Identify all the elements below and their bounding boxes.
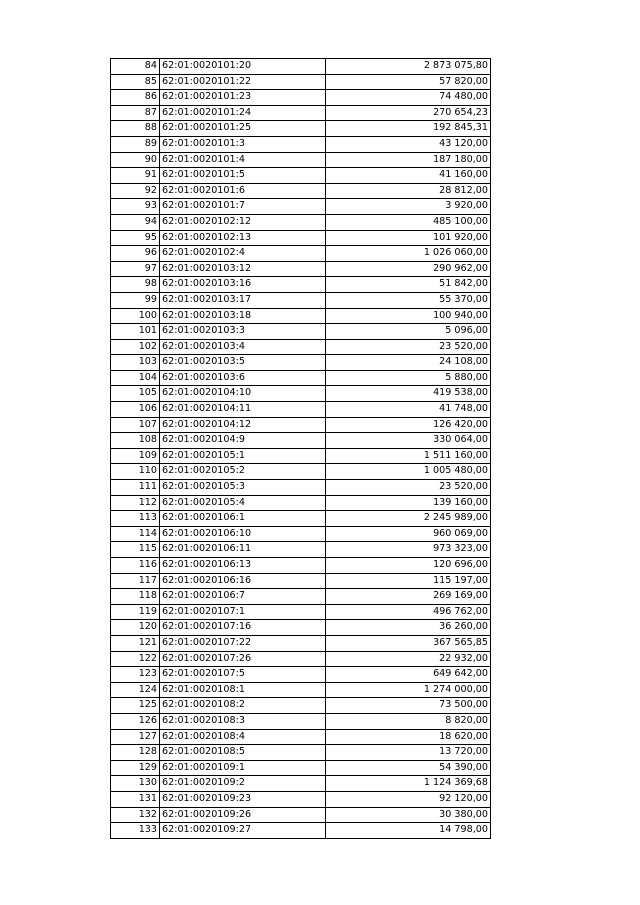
- cadastral-number-cell: 62:01:0020101:7: [160, 199, 326, 215]
- table-row: [111, 713, 491, 729]
- table-row: [111, 651, 491, 667]
- cadastral-value-cell: 126 420,00: [326, 417, 491, 433]
- cadastral-value-cell: 139 160,00: [326, 495, 491, 511]
- cadastral-number-cell: 62:01:0020107:1: [160, 604, 326, 620]
- table-row: [111, 292, 491, 308]
- table-row: [111, 448, 491, 464]
- table-row: [111, 386, 491, 402]
- table-row: [111, 90, 491, 106]
- table-row: [111, 246, 491, 262]
- cadastral-value-cell: 14 798,00: [326, 823, 491, 839]
- cadastral-number-cell: 62:01:0020102:13: [160, 230, 326, 246]
- row-number-cell: 123: [111, 667, 160, 683]
- cadastral-number-cell: 62:01:0020106:13: [160, 558, 326, 574]
- cadastral-value-cell: 73 500,00: [326, 698, 491, 714]
- cadastral-value-cell: 5 096,00: [326, 324, 491, 340]
- cadastral-number-cell: 62:01:0020108:5: [160, 745, 326, 761]
- table-row: [111, 635, 491, 651]
- table-row: [111, 558, 491, 574]
- cadastral-value-cell: 22 932,00: [326, 651, 491, 667]
- cadastral-number-cell: 62:01:0020106:7: [160, 589, 326, 605]
- row-number-cell: 107: [111, 417, 160, 433]
- cadastral-number-cell: 62:01:0020106:10: [160, 526, 326, 542]
- cadastral-number-cell: 62:01:0020107:26: [160, 651, 326, 667]
- cadastral-value-cell: 36 260,00: [326, 620, 491, 636]
- row-number-cell: 96: [111, 246, 160, 262]
- row-number-cell: 102: [111, 339, 160, 355]
- cadastral-number-cell: 62:01:0020107:16: [160, 620, 326, 636]
- cadastral-number-cell: 62:01:0020104:12: [160, 417, 326, 433]
- row-number-cell: 113: [111, 511, 160, 527]
- table-row: [111, 823, 491, 839]
- table-row: [111, 168, 491, 184]
- cadastral-value-cell: 1 005 480,00: [326, 464, 491, 480]
- row-number-cell: 98: [111, 277, 160, 293]
- cadastral-number-cell: 62:01:0020108:3: [160, 713, 326, 729]
- row-number-cell: 94: [111, 214, 160, 230]
- cadastral-value-cell: 290 962,00: [326, 261, 491, 277]
- row-number-cell: 93: [111, 199, 160, 215]
- cadastral-number-cell: 62:01:0020105:3: [160, 480, 326, 496]
- cadastral-number-cell: 62:01:0020109:23: [160, 791, 326, 807]
- table-row: [111, 495, 491, 511]
- row-number-cell: 119: [111, 604, 160, 620]
- cadastral-number-cell: 62:01:0020101:25: [160, 121, 326, 137]
- row-number-cell: 130: [111, 776, 160, 792]
- cadastral-value-cell: 41 160,00: [326, 168, 491, 184]
- table-row: [111, 417, 491, 433]
- row-number-cell: 105: [111, 386, 160, 402]
- cadastral-number-cell: 62:01:0020102:12: [160, 214, 326, 230]
- row-number-cell: 103: [111, 355, 160, 371]
- cadastral-value-cell: 367 565,85: [326, 635, 491, 651]
- cadastral-value-cell: 649 642,00: [326, 667, 491, 683]
- cadastral-value-cell: 960 069,00: [326, 526, 491, 542]
- row-number-cell: 84: [111, 59, 160, 75]
- table-row: [111, 339, 491, 355]
- table-row: [111, 121, 491, 137]
- cadastral-number-cell: 62:01:0020101:22: [160, 74, 326, 90]
- cadastral-number-cell: 62:01:0020101:23: [160, 90, 326, 106]
- table-row: [111, 729, 491, 745]
- row-number-cell: 133: [111, 823, 160, 839]
- cadastral-value-cell: 419 538,00: [326, 386, 491, 402]
- row-number-cell: 128: [111, 745, 160, 761]
- row-number-cell: 95: [111, 230, 160, 246]
- cadastral-value-cell: 2 873 075,80: [326, 59, 491, 75]
- cadastral-number-cell: 62:01:0020109:27: [160, 823, 326, 839]
- cadastral-number-cell: 62:01:0020106:1: [160, 511, 326, 527]
- cadastral-value-cell: 270 654,23: [326, 105, 491, 121]
- row-number-cell: 88: [111, 121, 160, 137]
- cadastral-value-cell: 24 108,00: [326, 355, 491, 371]
- table-row: [111, 526, 491, 542]
- table-body: [111, 59, 491, 839]
- row-number-cell: 114: [111, 526, 160, 542]
- cadastral-value-cell: 1 274 000,00: [326, 682, 491, 698]
- row-number-cell: 125: [111, 698, 160, 714]
- table-row: [111, 74, 491, 90]
- cadastral-value-table: [110, 58, 491, 839]
- table-row: [111, 433, 491, 449]
- row-number-cell: 115: [111, 542, 160, 558]
- cadastral-number-cell: 62:01:0020109:1: [160, 760, 326, 776]
- cadastral-number-cell: 62:01:0020101:3: [160, 136, 326, 152]
- row-number-cell: 132: [111, 807, 160, 823]
- cadastral-value-cell: 3 920,00: [326, 199, 491, 215]
- row-number-cell: 120: [111, 620, 160, 636]
- table-row: [111, 791, 491, 807]
- cadastral-number-cell: 62:01:0020108:4: [160, 729, 326, 745]
- cadastral-value-cell: 28 812,00: [326, 183, 491, 199]
- table-row: [111, 511, 491, 527]
- row-number-cell: 92: [111, 183, 160, 199]
- cadastral-value-cell: 973 323,00: [326, 542, 491, 558]
- table-row: [111, 230, 491, 246]
- table-row: [111, 604, 491, 620]
- cadastral-value-cell: 330 064,00: [326, 433, 491, 449]
- table-row: [111, 589, 491, 605]
- cadastral-value-cell: 1 124 369,68: [326, 776, 491, 792]
- cadastral-number-cell: 62:01:0020103:16: [160, 277, 326, 293]
- row-number-cell: 87: [111, 105, 160, 121]
- cadastral-value-cell: 485 100,00: [326, 214, 491, 230]
- row-number-cell: 99: [111, 292, 160, 308]
- cadastral-number-cell: 62:01:0020103:5: [160, 355, 326, 371]
- cadastral-value-cell: 41 748,00: [326, 402, 491, 418]
- row-number-cell: 112: [111, 495, 160, 511]
- table-row: [111, 620, 491, 636]
- table-row: [111, 59, 491, 75]
- row-number-cell: 85: [111, 74, 160, 90]
- table-row: [111, 573, 491, 589]
- row-number-cell: 122: [111, 651, 160, 667]
- cadastral-number-cell: 62:01:0020101:20: [160, 59, 326, 75]
- table-row: [111, 542, 491, 558]
- row-number-cell: 101: [111, 324, 160, 340]
- cadastral-number-cell: 62:01:0020103:3: [160, 324, 326, 340]
- cadastral-number-cell: 62:01:0020106:16: [160, 573, 326, 589]
- cadastral-value-cell: 496 762,00: [326, 604, 491, 620]
- cadastral-value-cell: 23 520,00: [326, 480, 491, 496]
- row-number-cell: 124: [111, 682, 160, 698]
- cadastral-number-cell: 62:01:0020103:12: [160, 261, 326, 277]
- table-row: [111, 667, 491, 683]
- cadastral-value-cell: 101 920,00: [326, 230, 491, 246]
- table-row: [111, 214, 491, 230]
- cadastral-number-cell: 62:01:0020101:5: [160, 168, 326, 184]
- row-number-cell: 129: [111, 760, 160, 776]
- cadastral-value-cell: 43 120,00: [326, 136, 491, 152]
- row-number-cell: 104: [111, 370, 160, 386]
- row-number-cell: 109: [111, 448, 160, 464]
- cadastral-value-cell: 55 370,00: [326, 292, 491, 308]
- cadastral-number-cell: 62:01:0020108:1: [160, 682, 326, 698]
- cadastral-value-cell: 23 520,00: [326, 339, 491, 355]
- table-row: [111, 370, 491, 386]
- table-row: [111, 776, 491, 792]
- table-row: [111, 277, 491, 293]
- table-row: [111, 402, 491, 418]
- cadastral-number-cell: 62:01:0020105:1: [160, 448, 326, 464]
- cadastral-number-cell: 62:01:0020105:4: [160, 495, 326, 511]
- cadastral-number-cell: 62:01:0020108:2: [160, 698, 326, 714]
- cadastral-value-cell: 13 720,00: [326, 745, 491, 761]
- row-number-cell: 89: [111, 136, 160, 152]
- table-row: [111, 355, 491, 371]
- row-number-cell: 127: [111, 729, 160, 745]
- cadastral-number-cell: 62:01:0020109:2: [160, 776, 326, 792]
- cadastral-number-cell: 62:01:0020107:5: [160, 667, 326, 683]
- cadastral-number-cell: 62:01:0020104:9: [160, 433, 326, 449]
- table-row: [111, 745, 491, 761]
- row-number-cell: 121: [111, 635, 160, 651]
- cadastral-number-cell: 62:01:0020106:11: [160, 542, 326, 558]
- table-row: [111, 261, 491, 277]
- row-number-cell: 91: [111, 168, 160, 184]
- cadastral-number-cell: 62:01:0020104:11: [160, 402, 326, 418]
- cadastral-value-cell: 92 120,00: [326, 791, 491, 807]
- cadastral-value-cell: 2 245 989,00: [326, 511, 491, 527]
- cadastral-value-cell: 1 026 060,00: [326, 246, 491, 262]
- table-row: [111, 105, 491, 121]
- cadastral-value-cell: 269 169,00: [326, 589, 491, 605]
- cadastral-value-cell: 5 880,00: [326, 370, 491, 386]
- cadastral-number-cell: 62:01:0020101:6: [160, 183, 326, 199]
- row-number-cell: 106: [111, 402, 160, 418]
- cadastral-value-cell: 8 820,00: [326, 713, 491, 729]
- cadastral-value-cell: 115 197,00: [326, 573, 491, 589]
- table-row: [111, 698, 491, 714]
- row-number-cell: 126: [111, 713, 160, 729]
- cadastral-number-cell: 62:01:0020101:4: [160, 152, 326, 168]
- cadastral-number-cell: 62:01:0020103:18: [160, 308, 326, 324]
- row-number-cell: 131: [111, 791, 160, 807]
- table-row: [111, 682, 491, 698]
- row-number-cell: 116: [111, 558, 160, 574]
- cadastral-value-cell: 100 940,00: [326, 308, 491, 324]
- row-number-cell: 118: [111, 589, 160, 605]
- cadastral-value-cell: 30 380,00: [326, 807, 491, 823]
- row-number-cell: 90: [111, 152, 160, 168]
- cadastral-value-cell: 18 620,00: [326, 729, 491, 745]
- cadastral-value-cell: 187 180,00: [326, 152, 491, 168]
- cadastral-number-cell: 62:01:0020109:26: [160, 807, 326, 823]
- row-number-cell: 100: [111, 308, 160, 324]
- table-row: [111, 480, 491, 496]
- cadastral-value-cell: 1 511 160,00: [326, 448, 491, 464]
- row-number-cell: 97: [111, 261, 160, 277]
- row-number-cell: 86: [111, 90, 160, 106]
- cadastral-number-cell: 62:01:0020104:10: [160, 386, 326, 402]
- cadastral-value-cell: 54 390,00: [326, 760, 491, 776]
- cadastral-number-cell: 62:01:0020103:6: [160, 370, 326, 386]
- cadastral-number-cell: 62:01:0020101:24: [160, 105, 326, 121]
- cadastral-number-cell: 62:01:0020105:2: [160, 464, 326, 480]
- table-row: [111, 199, 491, 215]
- table-row: [111, 807, 491, 823]
- cadastral-value-cell: 192 845,31: [326, 121, 491, 137]
- row-number-cell: 117: [111, 573, 160, 589]
- table-row: [111, 308, 491, 324]
- table-row: [111, 324, 491, 340]
- table-row: [111, 464, 491, 480]
- row-number-cell: 110: [111, 464, 160, 480]
- cadastral-number-cell: 62:01:0020107:22: [160, 635, 326, 651]
- table-row: [111, 183, 491, 199]
- table-row: [111, 760, 491, 776]
- table-row: [111, 152, 491, 168]
- cadastral-value-cell: 120 696,00: [326, 558, 491, 574]
- table-row: [111, 136, 491, 152]
- row-number-cell: 108: [111, 433, 160, 449]
- cadastral-number-cell: 62:01:0020103:17: [160, 292, 326, 308]
- cadastral-number-cell: 62:01:0020103:4: [160, 339, 326, 355]
- row-number-cell: 111: [111, 480, 160, 496]
- cadastral-value-cell: 74 480,00: [326, 90, 491, 106]
- cadastral-number-cell: 62:01:0020102:4: [160, 246, 326, 262]
- cadastral-value-cell: 51 842,00: [326, 277, 491, 293]
- cadastral-value-cell: 57 820,00: [326, 74, 491, 90]
